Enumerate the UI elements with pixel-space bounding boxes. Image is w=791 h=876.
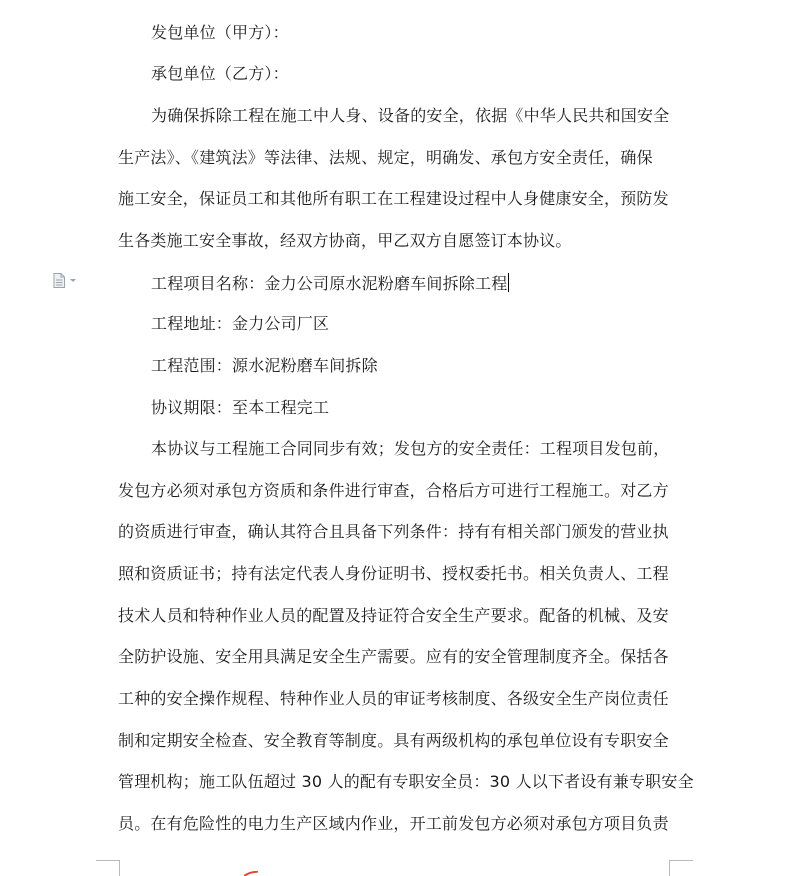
paragraph-marker[interactable] [53,273,79,289]
chevron-down-icon[interactable] [70,279,76,282]
preamble-line: 为确保拆除工程在施工中人身、设备的安全，依据《中华人民共和国安全 [151,106,670,125]
preamble-line: 生各类施工安全事故，经双方协商，甲乙双方自愿签订本协议。 [118,231,572,250]
body-line: 技术人员和特种作业人员的配置及持证符合安全生产要求。配备的机械、及安 [118,606,669,625]
project-scope-line: 工程范围：源水泥粉磨车间拆除 [151,356,378,375]
project-name-text: 工程项目名称：金力公司原水泥粉磨车间拆除工程 [151,274,508,293]
page-corner-mark-left [96,860,120,876]
body-line: 的资质进行审查，确认其符合且具备下列条件：持有有相关部门颁发的营业执 [118,522,669,541]
body-line: 照和资质证书；持有法定代表人身份证明书、授权委托书。相关负责人、工程 [118,564,669,583]
project-name-line[interactable] [151,273,509,294]
body-line: 制和定期安全检查、安全教育等制度。具有两级机构的承包单位设有专职安全 [118,731,669,750]
body-line: 员。在有危险性的电力生产区域内作业，开工前发包方必须对承包方项目负责 [118,814,669,833]
agreement-term-line: 协议期限：至本工程完工 [151,398,330,417]
page-corner-mark-right [669,860,693,876]
document-icon [53,273,65,288]
project-address-line: 工程地址：金力公司厂区 [151,314,330,333]
red-annotation-mark [244,871,258,876]
preamble-line: 生产法》、《建筑法》等法律、法规、规定，明确发、承包方安全责任，确保 [118,148,653,167]
body-line: 本协议与工程施工合同同步有效；发包方的安全责任：工程项目发包前， [151,439,670,458]
party-b-line: 承包单位（乙方）： [151,64,289,83]
text-cursor [508,273,509,292]
body-line: 工种的安全操作规程、特种作业人员的审证考核制度、各级安全生产岗位责任 [118,689,669,708]
body-line: 发包方必须对承包方资质和条件进行审查，合格后方可进行工程施工。对乙方 [118,481,669,500]
party-a-line: 发包单位（甲方）： [151,23,289,42]
body-line: 管理机构；施工队伍超过 30 人的配有专职安全员：30 人以下者设有兼专职安全 [118,772,694,791]
body-line: 全防护设施、安全用具满足安全生产需要。应有的安全管理制度齐全。保括各 [118,647,669,666]
preamble-line: 施工安全，保证员工和其他所有职工在工程建设过程中人身健康安全，预防发 [118,189,669,208]
